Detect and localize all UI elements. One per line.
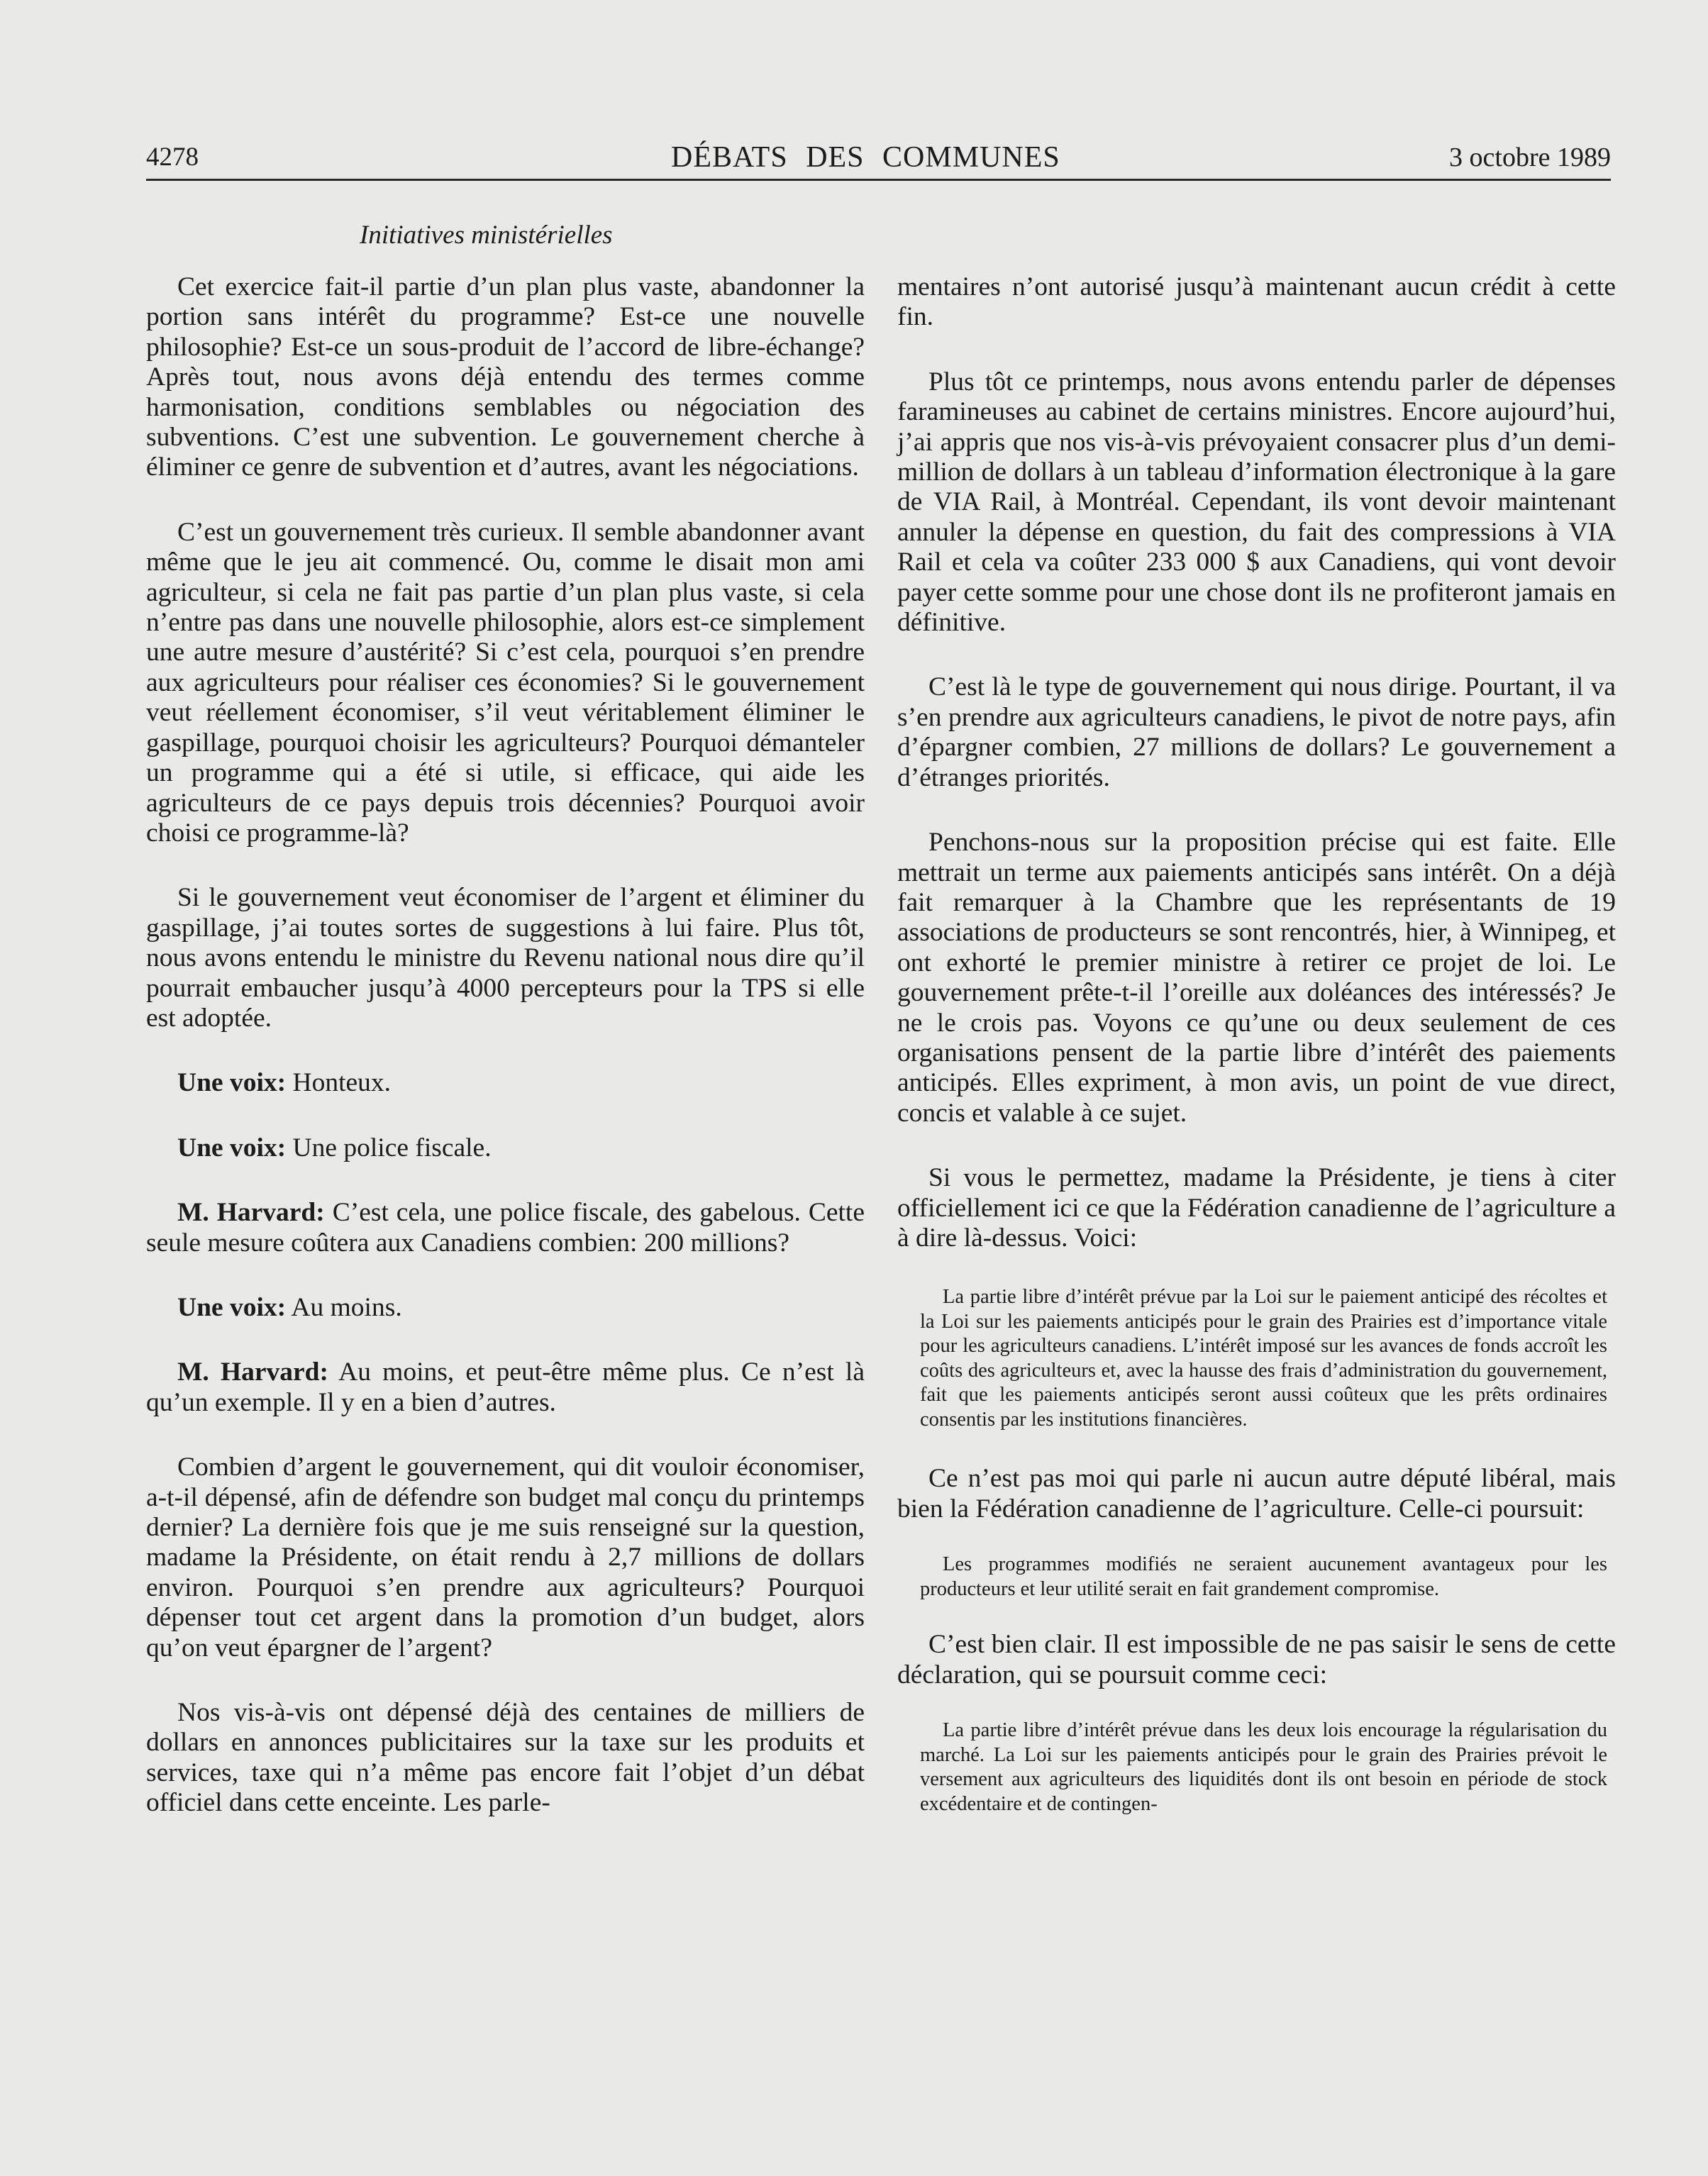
publication-date: 3 octobre 1989 bbox=[1449, 143, 1611, 172]
speech bbox=[146, 1198, 865, 1258]
section-heading: Initiatives ministérielles bbox=[360, 221, 613, 250]
interjection bbox=[146, 1068, 865, 1098]
interjection bbox=[146, 1133, 865, 1163]
paragraph: Si le gouvernement veut économiser de l’argent et éliminer du gaspillage, j’ai toutes sortes de suggestions à lui faire. Plus tôt, nous avons entendu le ministre du Revenu national nous dire qu’il pourrait embaucher jusqu’à 4000 percepteurs pour la TPS si elle est adoptée. bbox=[146, 883, 865, 1033]
paragraph: Si vous le permettez, madame la Présidente, je tiens à citer officiellement ici ce que la Fédération canadienne de l’agriculture a à dire là-dessus. Voici: bbox=[897, 1163, 1616, 1253]
paragraph: Plus tôt ce printemps, nous avons entendu parler de dépenses faramineuses au cabinet de certains ministres. Encore aujourd’hui, j’ai appris que nos vis-à-vis prévoyaient consacrer plus d’un demi-million de dollars à un tableau d’information électronique à la gare de VIA Rail, à Montréal. Cependant, ils vont devoir maintenant annuler la dépense en question, du fait des compressions à VIA Rail et cela va coûter 233 000 $ aux Canadiens, qui vont devoir payer cette somme pour une chose dont ils ne profiteront jamais en définitive. bbox=[897, 367, 1616, 638]
speaker-name: M. Harvard: bbox=[177, 1358, 329, 1387]
paragraph: C’est là le type de gouvernement qui nous dirige. Pourtant, il va s’en prendre aux agriculteurs canadiens, le pivot de notre pays, afin d’épargner combien, 27 millions de dollars? Le gouvernement a d’étranges priorités. bbox=[897, 672, 1616, 792]
speaker-name: M. Harvard: bbox=[177, 1198, 325, 1228]
publication-title: DÉBATS DES COMMUNES bbox=[671, 141, 1060, 174]
page-number: 4278 bbox=[146, 143, 199, 172]
speaker-name: Une voix: bbox=[177, 1133, 287, 1162]
paragraph: Cet exercice fait-il partie d’un plan plus vaste, abandonner la portion sans intérêt du programme? Est-ce une nouvelle philosophie? Est-ce un sous-produit de l’accord de libre-échange? Après tout, nous avons déjà entendu des termes comme harmonisation, conditions semblables ou négociation des subventions. C’est une subvention. Le gouvernement cherche à éliminer ce genre de subvention et d’autres, avant les négociations. bbox=[146, 272, 865, 482]
block-quote: La partie libre d’intérêt prévue par la Loi sur le paiement anticipé des récoltes et la Loi sur les paiements anticipés pour le grain des Prairies est d’importance vitale pour les agriculteurs canadiens. L’intérêt imposé sur les avances de fonds accroît les coûts des agriculteurs et, avec la hausse des frais d’administration du gouvernement, fait que les paiements anticipés seront aussi coûteux que les prêts ordinaires consentis par les institutions financières. bbox=[920, 1286, 1607, 1431]
paragraph: Combien d’argent le gouvernement, qui dit vouloir économiser, a-t-il dépensé, afin de défendre son budget mal conçu du printemps dernier? La dernière fois que je me suis renseigné sur la question, madame la Présidente, on était rendu à 2,7 millions de dollars environ. Pourquoi s’en prendre aux agriculteurs? Pourquoi dépenser tout cet argent dans la promotion d’un budget, alors qu’on veut épargner de l’argent? bbox=[146, 1453, 865, 1662]
paragraph: Penchons-nous sur la proposition précise qui est faite. Elle mettrait un terme aux paiements anticipés sans intérêt. On a déjà fait remarquer à la Chambre que les représentants de 19 associations de producteurs se sont rencontrés, hier, à Winnipeg, et ont exhorté le premier ministre à retirer ce projet de loi. Le gouvernement prête-t-il l’oreille aux doléances des intéressés? Je ne le crois pas. Voyons ce qu’une ou deux seulement de ces organisations pensent de la partie libre d’intérêt des paiements anticipés. Elles expriment, à mon avis, un point de vue direct, concis et valable à ce sujet. bbox=[897, 828, 1616, 1128]
speaker-name: Une voix: bbox=[177, 1068, 287, 1098]
block-quote: La partie libre d’intérêt prévue dans les deux lois encourage la régularisation du marché. La Loi sur les paiements anticipés pour le grain des Prairies prévoit le versement aux agriculteurs des liquidités dont ils ont besoin en période de stock excédentaire et de contingen- bbox=[920, 1719, 1607, 1815]
speech-text: Une police fiscale. bbox=[286, 1133, 492, 1162]
speech bbox=[146, 1358, 865, 1418]
paragraph: Ce n’est pas moi qui parle ni aucun autre député libéral, mais bien la Fédération canadienne de l’agriculture. Celle-ci poursuit: bbox=[897, 1464, 1616, 1523]
header-rule bbox=[146, 179, 1611, 181]
speech-text: Au moins. bbox=[286, 1292, 402, 1322]
speech-text: Honteux. bbox=[286, 1068, 392, 1098]
speaker-name: Une voix: bbox=[177, 1292, 287, 1322]
block-quote: Les programmes modifiés ne seraient aucunement avantageux pour les producteurs et leur utilité serait en fait grandement compromise. bbox=[920, 1553, 1607, 1600]
paragraph: Nos vis-à-vis ont dépensé déjà des centaines de milliers de dollars en annonces publicitaires sur la taxe sur les produits et services, taxe qui n’a même pas encore fait l’objet d’un débat officiel dans cette enceinte. Les parle- bbox=[146, 1698, 865, 1818]
interjection bbox=[146, 1293, 865, 1323]
paragraph: mentaires n’ont autorisé jusqu’à maintenant aucun crédit à cette fin. bbox=[897, 272, 1616, 332]
paragraph: C’est bien clair. Il est impossible de ne pas saisir le sens de cette déclaration, qui se poursuit comme ceci: bbox=[897, 1630, 1616, 1689]
speech-text: C’est cela, une police fiscale, des gabelous. Cette seule mesure coûtera aux Canadiens combien: 200 millions? bbox=[146, 1198, 865, 1258]
paragraph: C’est un gouvernement très curieux. Il semble abandonner avant même que le jeu ait commencé. Ou, comme le disait mon ami agriculteur, si cela ne fait pas partie d’un plan plus vaste, si cela n’entre pas dans une nouvelle philosophie, alors est-ce simplement une autre mesure d’austérité? Si c’est cela, pourquoi s’en prendre aux agriculteurs pour réaliser ces économies? Si le gouvernement veut réellement économiser, s’il veut véritablement éliminer le gaspillage, pourquoi choisir les agriculteurs? Pourquoi démanteler un programme qui a été si utile, si efficace, qui aide les agriculteurs de ce pays depuis trois décennies? Pourquoi avoir choisi ce programme-là? bbox=[146, 517, 865, 848]
right-column bbox=[897, 272, 1616, 1816]
speech-text: Au moins, et peut-être même plus. Ce n’est là qu’un exemple. Il y en a bien d’autres. bbox=[146, 1358, 865, 1417]
left-column bbox=[146, 272, 865, 1819]
